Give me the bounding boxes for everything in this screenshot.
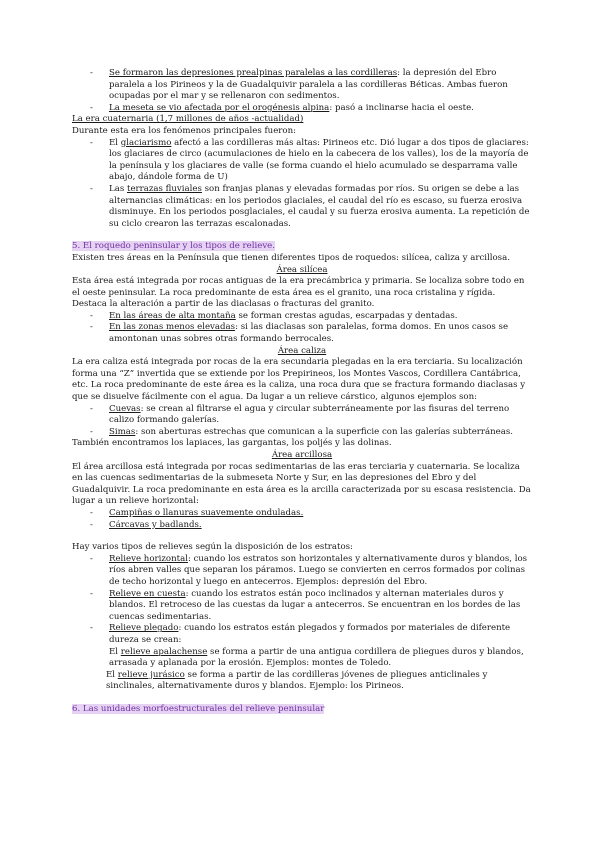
list-item: - Se formaron las depresiones prealpinas paralelas a las cordilleras: la depresión del Ebro paralela a los Pirineos y la de Guadalquivir paralela a las cordilleras Béticas. Ambas fueron ocupadas por el mar y se rellenaron con sedimentos. bbox=[72, 68, 532, 103]
era-cuaternaria-heading: La era cuaternaria (1,7 millones de años -actualidad) bbox=[72, 114, 304, 125]
list-item: - En las áreas de alta montaña se forman crestas agudas, escarpadas y dentadas. bbox=[72, 311, 532, 323]
document-page bbox=[72, 68, 532, 715]
estratos-list bbox=[72, 554, 532, 647]
list-item: - Relieve horizontal: cuando los estratos son horizontales y alternativamente duros y blandos, los ríos abren valles que separan los páramos. Luego se convierten en cerros formados por colinas de techo horizontal y luego en antecerros. Ejemplos: depresión del Ebro. bbox=[72, 554, 532, 589]
cuaternaria-list bbox=[72, 138, 532, 231]
caliza-after: También encontramos los lapiaces, las gargantas, los poljés y las dolinas. bbox=[72, 438, 392, 449]
apalachense-paragraph: El relieve apalachense se forma a partir de una antigua cordillera de pliegues duros y blandos, arrasada y aplanada por la erosión. Ejemplos: montes de Toledo. bbox=[109, 646, 524, 669]
silicea-heading: Área silícea bbox=[276, 264, 328, 275]
caliza-list bbox=[72, 404, 532, 439]
list-item: - La meseta se vio afectada por el orogénesis alpina: pasó a inclinarse hacia el oeste. bbox=[72, 103, 532, 115]
caliza-heading: Área caliza bbox=[277, 345, 327, 356]
section-5-intro: Existen tres áreas en la Península que tienen diferentes tipos de roquedos: silícea, caliza y arcillosa. bbox=[72, 252, 510, 263]
era-cuaternaria-intro: Durante esta era los fenómenos principales fueron: bbox=[72, 125, 297, 136]
list-item: - Simas: son aberturas estrechas que comunican a la superficie con las galerías subterráneas. bbox=[72, 427, 532, 439]
arcillosa-text: El área arcillosa está integrada por rocas sedimentarias de las eras terciaria y cuaternaria. Se localiza en las cuencas sedimentarias de la submeseta Norte y Sur, en las depresiones del Ebro y del Guadalquivir. La roca predominante en esta área es la arcilla caracterizada por su escasa resistencia. Da lugar a un relieve horizontal: bbox=[72, 461, 531, 507]
silicea-text: Esta área está integrada por rocas antiguas de la era precámbrica y primaria. Se localiza sobre todo en el oeste peninsular. La roca predominante de esta área es el granito, una roca cristalina y rígida. Destaca la alteración a partir de las diaclasas o fracturas del granito. bbox=[72, 276, 525, 310]
top-list bbox=[72, 68, 532, 114]
list-item: - Las terrazas fluviales son franjas planas y elevadas formadas por ríos. Su origen se debe a las alternancias climáticas: en los periodos glaciales, el caudal del río es escaso, su fuerza erosiva disminuye. En los periodos posglaciales, el caudal y su fuerza erosiva aumenta. La repetición de su ciclo crearon las terrazas escalonadas. bbox=[72, 184, 532, 230]
jurasico-paragraph: El relieve jurásico se forma a partir de las cordilleras jóvenes de pliegues anticlinales y sinclinales, alternativamente duros y blandos. Ejemplo: los Pirineos. bbox=[106, 669, 488, 692]
list-item: - Cárcavas y badlands. bbox=[72, 520, 532, 532]
list-item: - Campiñas o llanuras suavemente onduladas. bbox=[72, 508, 532, 520]
estratos-intro: Hay varios tipos de relieves según la disposición de los estratos: bbox=[72, 542, 353, 553]
list-item: - Relieve plegado: cuando los estratos están plegados y formados por materiales de diferente dureza se crean: bbox=[72, 623, 532, 646]
arcillosa-heading: Área arcillosa bbox=[271, 450, 333, 460]
list-item: - Relieve en cuesta: cuando los estratos están poco inclinados y alternan materiales duros y blandos. El retroceso de las cuestas da lugar a antecerros. Se encuentran en los bordes de las cuencas sedimentarias. bbox=[72, 589, 532, 624]
list-item: - Cuevas: se crean al filtrarse el agua y circular subterráneamente por las fisuras del terreno calizo formando galerías. bbox=[72, 404, 532, 427]
section-6-heading: 6. Las unidades morfoestructurales del relieve peninsular bbox=[72, 703, 325, 714]
arcillosa-list bbox=[72, 508, 532, 531]
section-5-heading: 5. El roquedo peninsular y los tipos de relieve. bbox=[72, 241, 275, 252]
silicea-list bbox=[72, 311, 532, 346]
list-item: - El glaciarismo afectó a las cordilleras más altas: Pirineos etc. Dió lugar a dos tipos de glaciares: los glaciares de circo (acumulaciones de hielo en la cabecera de los valles), los de la mayoría de la península y los glaciares de valle (se forma cuando el hielo acumulado se desparrama valle abajo, dándole forma de U) bbox=[72, 138, 532, 184]
caliza-text: La era caliza está integrada por rocas de la era secundaria plegadas en la era terciaria. Su localización forma una “Z” invertida que se extiende por los Prepirineos, los Montes Vascos, Cordillera Cantábrica, etc. La roca predominante de este área es la caliza, una roca dura que se fractura formando diaclasas y que se disuelve fácilmente con el agua. Da lugar a un relieve cárstico, algunos ejemplos son: bbox=[72, 357, 526, 403]
list-item: - En las zonas menos elevadas: si las diaclasas son paralelas, forma domos. En unos casos se amontonan unas sobres otras formando berrocales. bbox=[72, 322, 532, 345]
